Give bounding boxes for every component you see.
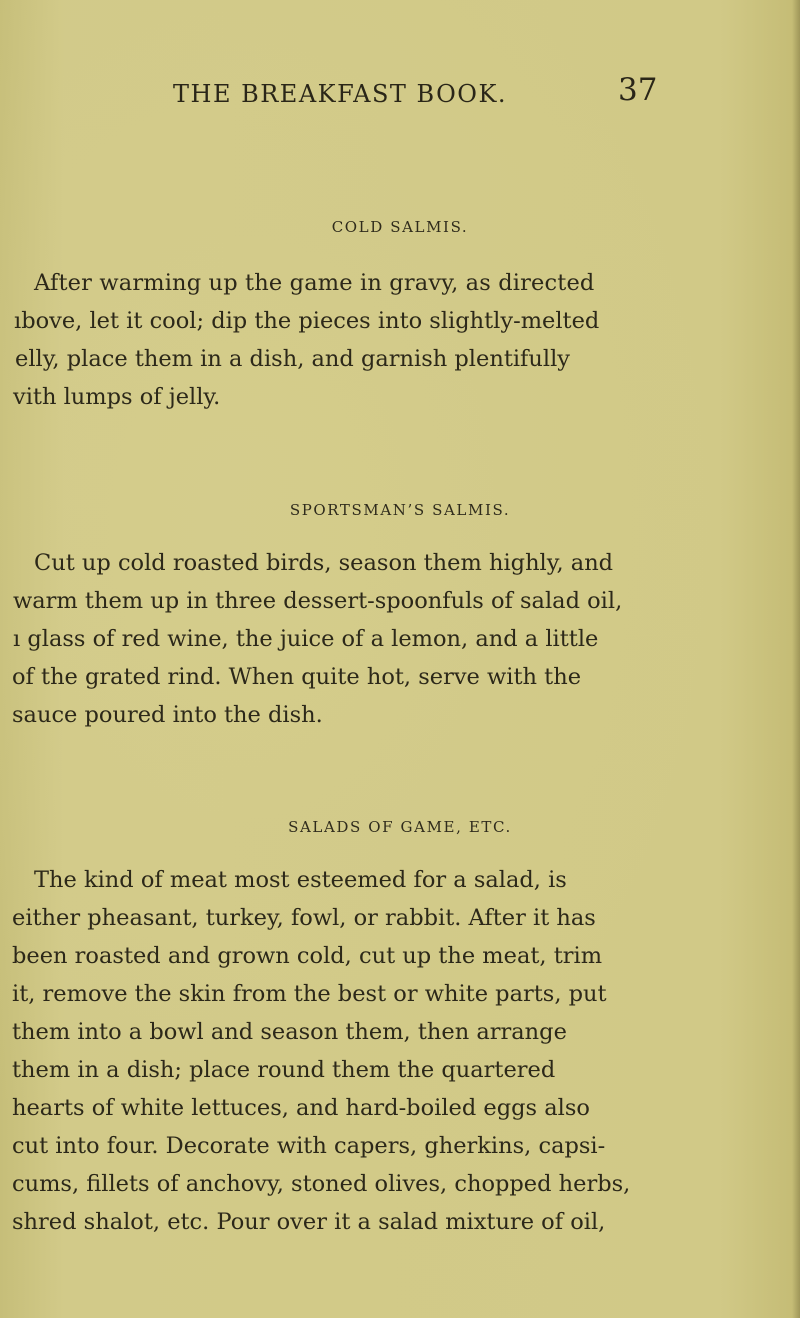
page-number: 37 [618,72,658,108]
text-line: The kind of meat most esteemed for a salad, is [34,867,567,893]
text-line: them into a bowl and season them, then arrange [12,1019,567,1045]
text-line: been roasted and grown cold, cut up the meat, trim [12,943,603,969]
running-title: THE BREAKFAST BOOK. [173,80,508,108]
text-line: either pheasant, turkey, fowl, or rabbit. After it has [12,905,596,931]
text-line: cut into four. Decorate with capers, gherkins, capsi- [12,1133,606,1159]
section-heading-sportsmans-salmis: SPORTSMAN’S SALMIS. [289,501,511,519]
text-line: elly, place them in a dish, and garnish plentifully [15,346,570,372]
text-line: ı glass of red wine, the juice of a lemon, and a little [13,626,599,652]
text-line: vith lumps of jelly. [13,384,221,410]
section-heading-salads-of-game: SALADS OF GAME, ETC. [288,818,512,836]
text-line: cums, fillets of anchovy, stoned olives, chopped herbs, [12,1171,631,1197]
text-line: warm them up in three dessert-spoonfuls of salad oil, [13,588,623,614]
text-line: of the grated rind. When quite hot, serve with the [12,664,582,690]
text-line: them in a dish; place round them the quartered [12,1057,556,1083]
text-line: sauce poured into the dish. [12,702,323,728]
page-edge-shadow [792,0,800,1318]
text-line: ıbove, let it cool; dip the pieces into slightly-melted [14,308,600,334]
text-line: shred shalot, etc. Pour over it a salad mixture of oil, [12,1209,606,1235]
text-line: it, remove the skin from the best or white parts, put [12,981,607,1007]
section-heading-cold-salmis: COLD SALMIS. [331,218,469,236]
running-head [0,72,800,112]
text-line: After warming up the game in gravy, as directed [34,270,595,296]
text-line: Cut up cold roasted birds, season them highly, and [34,550,614,576]
text-line: hearts of white lettuces, and hard-boiled eggs also [12,1095,590,1121]
